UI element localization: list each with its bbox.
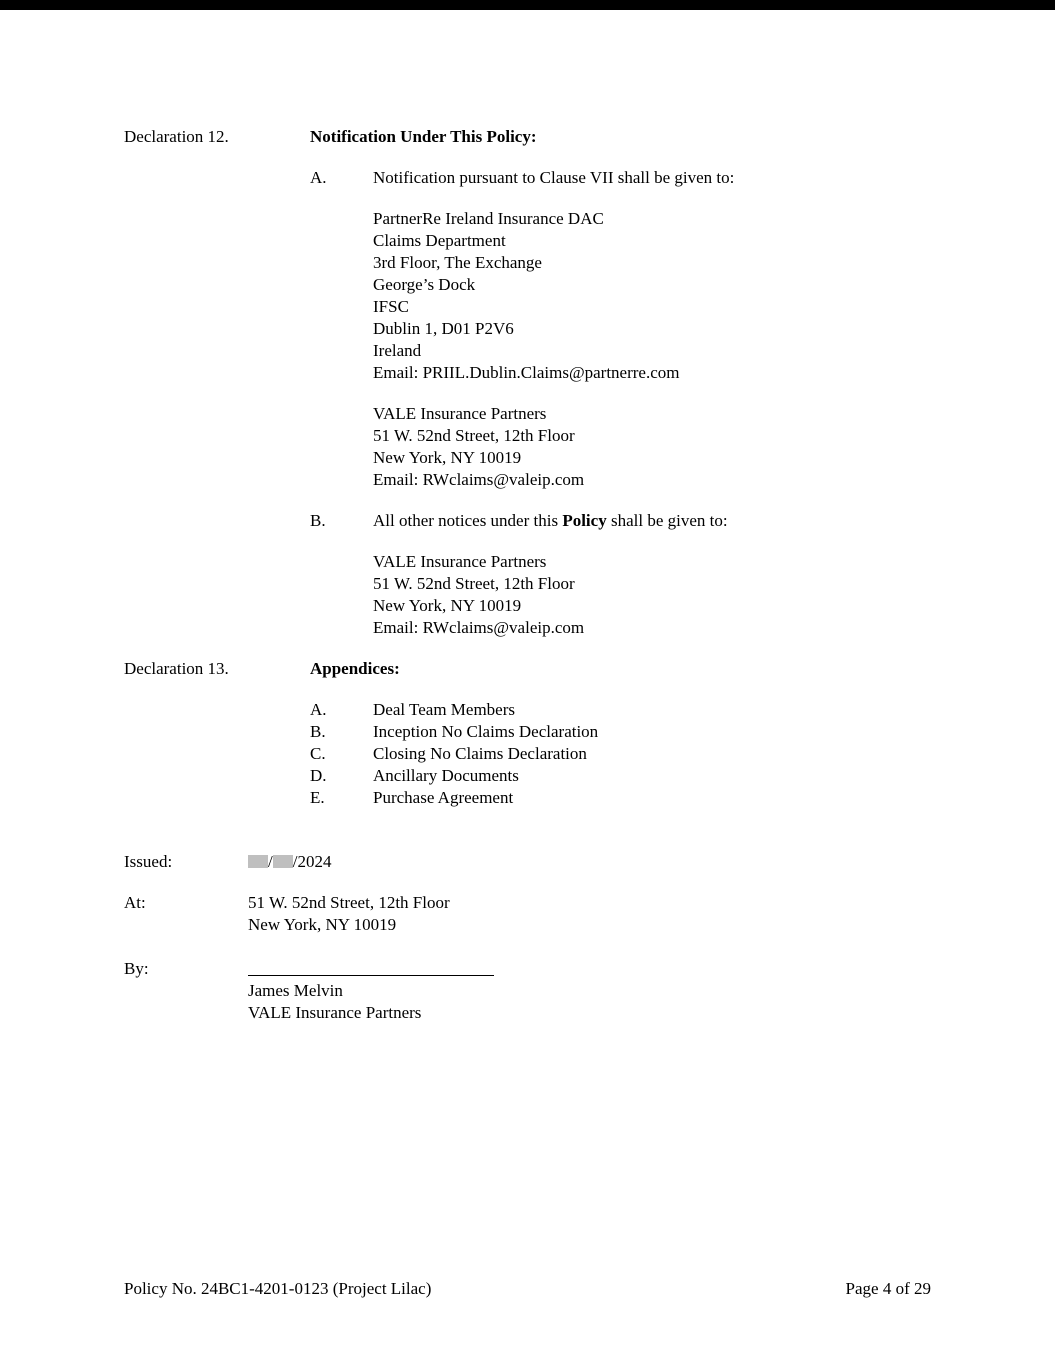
issued-month-blank — [248, 855, 268, 868]
appendix-letter: D. — [310, 766, 327, 785]
signatory-company: VALE Insurance Partners — [248, 1003, 422, 1022]
address-line: PartnerRe Ireland Insurance DAC — [373, 209, 604, 228]
at-row — [124, 892, 931, 936]
issued-row — [124, 851, 931, 873]
declaration-12-body — [310, 126, 931, 639]
address-line: VALE Insurance Partners — [373, 404, 547, 423]
signatory-name: James Melvin — [248, 981, 343, 1000]
date-slash: / — [268, 852, 273, 871]
appendix-item — [310, 743, 931, 765]
at-label: At: — [124, 893, 146, 912]
appendix-text: Ancillary Documents — [373, 766, 519, 785]
appendix-item — [310, 765, 931, 787]
declaration-13-body — [310, 658, 931, 809]
appendix-item — [310, 787, 931, 809]
partnerre-address-block — [373, 208, 931, 384]
vale-address-block-a — [373, 403, 931, 491]
item-b-row — [310, 510, 931, 532]
appendix-letter: C. — [310, 744, 326, 763]
page-footer — [124, 1278, 931, 1300]
address-line: New York, NY 10019 — [248, 915, 397, 934]
address-line: New York, NY 10019 — [373, 596, 522, 615]
vale-address-block-b — [373, 551, 931, 639]
address-line: 3rd Floor, The Exchange — [373, 253, 542, 272]
address-line: Ireland — [373, 341, 422, 360]
appendix-letter: A. — [310, 700, 327, 719]
date-slash: / — [292, 852, 298, 871]
address-line: Claims Department — [373, 231, 506, 250]
signature-line — [248, 958, 494, 976]
appendix-letter: E. — [310, 788, 325, 807]
email-line: Email: PRIIL.Dublin.Claims@partnerre.com — [373, 363, 680, 382]
item-b-intro — [373, 510, 728, 532]
appendix-text: Closing No Claims Declaration — [373, 744, 587, 763]
declaration-13-label: Declaration 13. — [124, 659, 229, 678]
item-b-intro-after: shall be given to: — [606, 511, 728, 530]
declaration-12-title: Notification Under This Policy: — [310, 127, 537, 146]
address-line: VALE Insurance Partners — [373, 552, 547, 571]
email-line: Email: RWclaims@valeip.com — [373, 470, 585, 489]
top-black-bar — [0, 0, 1055, 10]
address-line: 51 W. 52nd Street, 12th Floor — [248, 893, 450, 912]
appendix-letter: B. — [310, 722, 326, 741]
issued-label: Issued: — [124, 852, 173, 871]
appendix-item — [310, 699, 931, 721]
appendix-text: Purchase Agreement — [373, 788, 514, 807]
item-b-letter: B. — [310, 511, 326, 530]
declaration-13-title: Appendices: — [310, 659, 400, 678]
item-a-intro: Notification pursuant to Clause VII shall be given to: — [373, 168, 735, 187]
document-content — [124, 126, 931, 1024]
footer-page-number: Page 4 of 29 — [845, 1279, 931, 1298]
appendices-list — [310, 699, 931, 809]
address-line: IFSC — [373, 297, 409, 316]
issued-day-blank — [273, 855, 293, 868]
address-line: George’s Dock — [373, 275, 476, 294]
signature-block — [248, 958, 494, 1024]
at-address — [248, 892, 450, 936]
item-b-intro-before: All other notices under this — [373, 511, 563, 530]
by-row — [124, 958, 931, 1024]
issued-year: 2024 — [297, 852, 332, 871]
declaration-12-section — [124, 126, 931, 639]
declaration-13-section — [124, 658, 931, 809]
declaration-12-label: Declaration 12. — [124, 127, 229, 146]
email-line: Email: RWclaims@valeip.com — [373, 618, 585, 637]
appendix-item — [310, 721, 931, 743]
appendix-text: Deal Team Members — [373, 700, 516, 719]
item-b-intro-bold: Policy — [562, 511, 607, 530]
item-a-row — [310, 167, 931, 189]
address-line: 51 W. 52nd Street, 12th Floor — [373, 574, 575, 593]
footer-policy-number: Policy No. 24BC1-4201-0123 (Project Lilac) — [124, 1279, 432, 1298]
address-line: Dublin 1, D01 P2V6 — [373, 319, 514, 338]
address-line: 51 W. 52nd Street, 12th Floor — [373, 426, 575, 445]
address-line: New York, NY 10019 — [373, 448, 522, 467]
appendix-text: Inception No Claims Declaration — [373, 722, 599, 741]
issued-date-value — [248, 851, 331, 873]
by-label: By: — [124, 959, 149, 978]
item-a-letter: A. — [310, 168, 327, 187]
